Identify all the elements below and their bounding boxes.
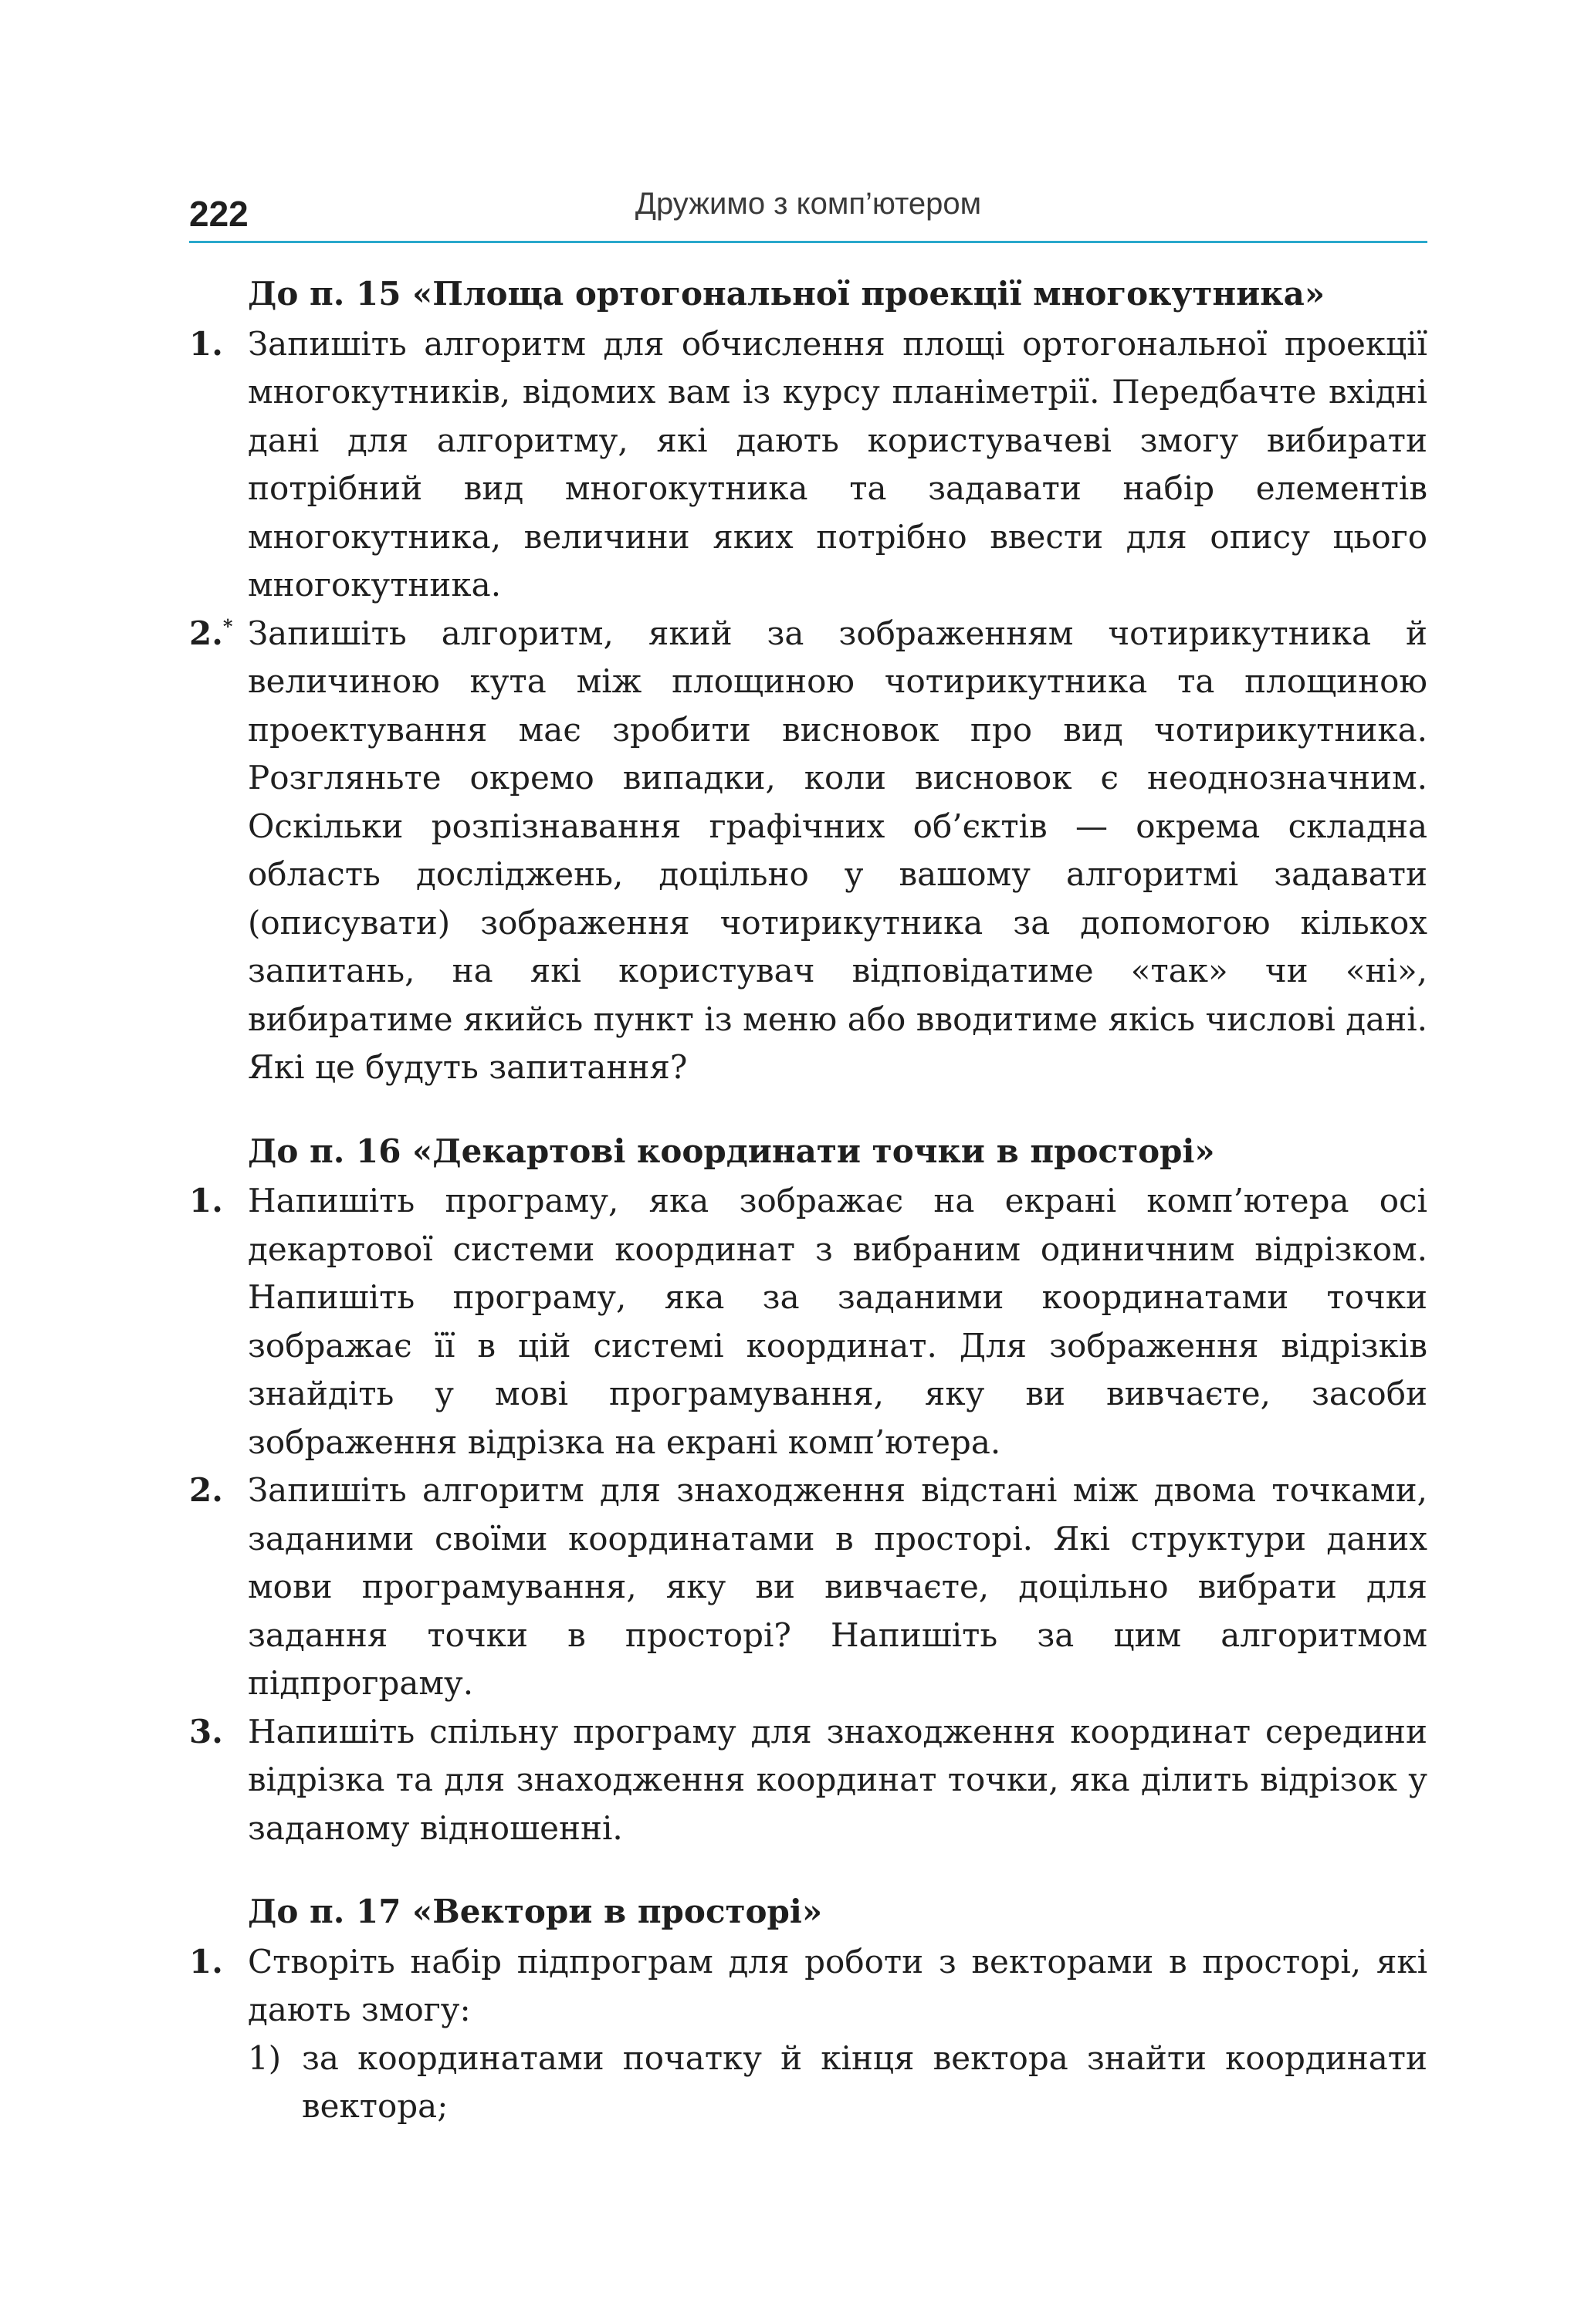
page-header [189, 179, 1427, 243]
exercise-number-value: 2. [189, 614, 223, 652]
running-title: Дружимо з комп’ютером [635, 187, 982, 221]
page-content [189, 270, 1427, 2131]
exercise-number [189, 610, 232, 658]
page-number: 222 [189, 194, 249, 234]
subitem-number: 1) [248, 2038, 282, 2077]
exercise-item [189, 1466, 1427, 1708]
exercise-item [189, 1708, 1427, 1853]
exercise-text: Створіть набір підпрограм для роботи з векторами в просторі, які дають змогу: [248, 1942, 1427, 2028]
exercise-text: Запишіть алгоритм для знаходження відстані між двома точками, заданими своїми координатами в просторі. Які структури даних мови програмування, яку ви вивчаєте, доцільно вибрати для задання точки в просторі? Напишіть за цим алгоритмом підпрограму. [248, 1471, 1427, 1702]
section-15 [189, 270, 1427, 1092]
section-17 [189, 1888, 1427, 2131]
exercise-number: 1. [189, 324, 223, 363]
exercise-item [189, 320, 1427, 610]
exercise-item [189, 1177, 1427, 1466]
exercise-number: 2. [189, 1471, 223, 1509]
exercise-item [189, 1938, 1427, 2035]
subitem-text: за координатами початку й кінця вектора знайти координати вектора; [302, 2038, 1427, 2125]
section-16 [189, 1128, 1427, 1853]
exercise-number: 3. [189, 1712, 223, 1751]
exercise-number: 1. [189, 1942, 223, 1981]
exercise-text: Напишіть програму, яка зображає на екрані комп’ютера осі декартової системи координат з вибраним одиничним відрізком. Напишіть програму, яка за заданими координатами точки зображає її в цій системі координат. Для зображення відрізків знайдіть у мові програмування, яку ви вивчаєте, засоби зображення відрізка на екрані комп’ютера. [248, 1182, 1427, 1461]
exercise-text: Запишіть алгоритм, який за зображенням чотирикутника й величиною кута між площиною чотирикутника та площиною проектування має зробити висновок про вид чотирикутника. Розгляньте окремо випадки, коли висновок є неоднозначним. Оскільки розпізнавання графічних об’єктів — окрема складна область досліджень, доцільно у вашому алгоритмі задавати (описувати) зображення чотирикутника за допомогою кількох запитань, на які користувач відповідатиме «так» чи «ні», вибиратиме якийсь пункт із меню або вводитиме якісь числові дані. Які це будуть запитання? [248, 614, 1427, 1086]
section-heading: До п. 15 «Площа ортогональної проекції многокутника» [248, 275, 1325, 313]
difficulty-mark: * [222, 614, 233, 638]
section-heading: До п. 16 «Декартові координати точки в просторі» [248, 1132, 1215, 1170]
exercise-text: Запишіть алгоритм для обчислення площі ортогональної проекції многокутників, відомих вам із курсу планіметрії. Передбачте вхідні дані для алгоритму, які дають користувачеві змогу вибирати потрібний вид многокутника та задавати набір елементів многокутника, величини яких потрібно ввести для опису цього многокутника. [248, 324, 1427, 604]
exercise-item [189, 610, 1427, 1092]
exercise-subitem [189, 2035, 1427, 2131]
exercise-text: Напишіть спільну програму для знаходження координат середини відрізка та для знаходження координат точки, яка ділить відрізок у заданому відношенні. [248, 1712, 1427, 1847]
section-heading: До п. 17 «Вектори в просторі» [248, 1893, 823, 1930]
exercise-number: 1. [189, 1182, 223, 1220]
